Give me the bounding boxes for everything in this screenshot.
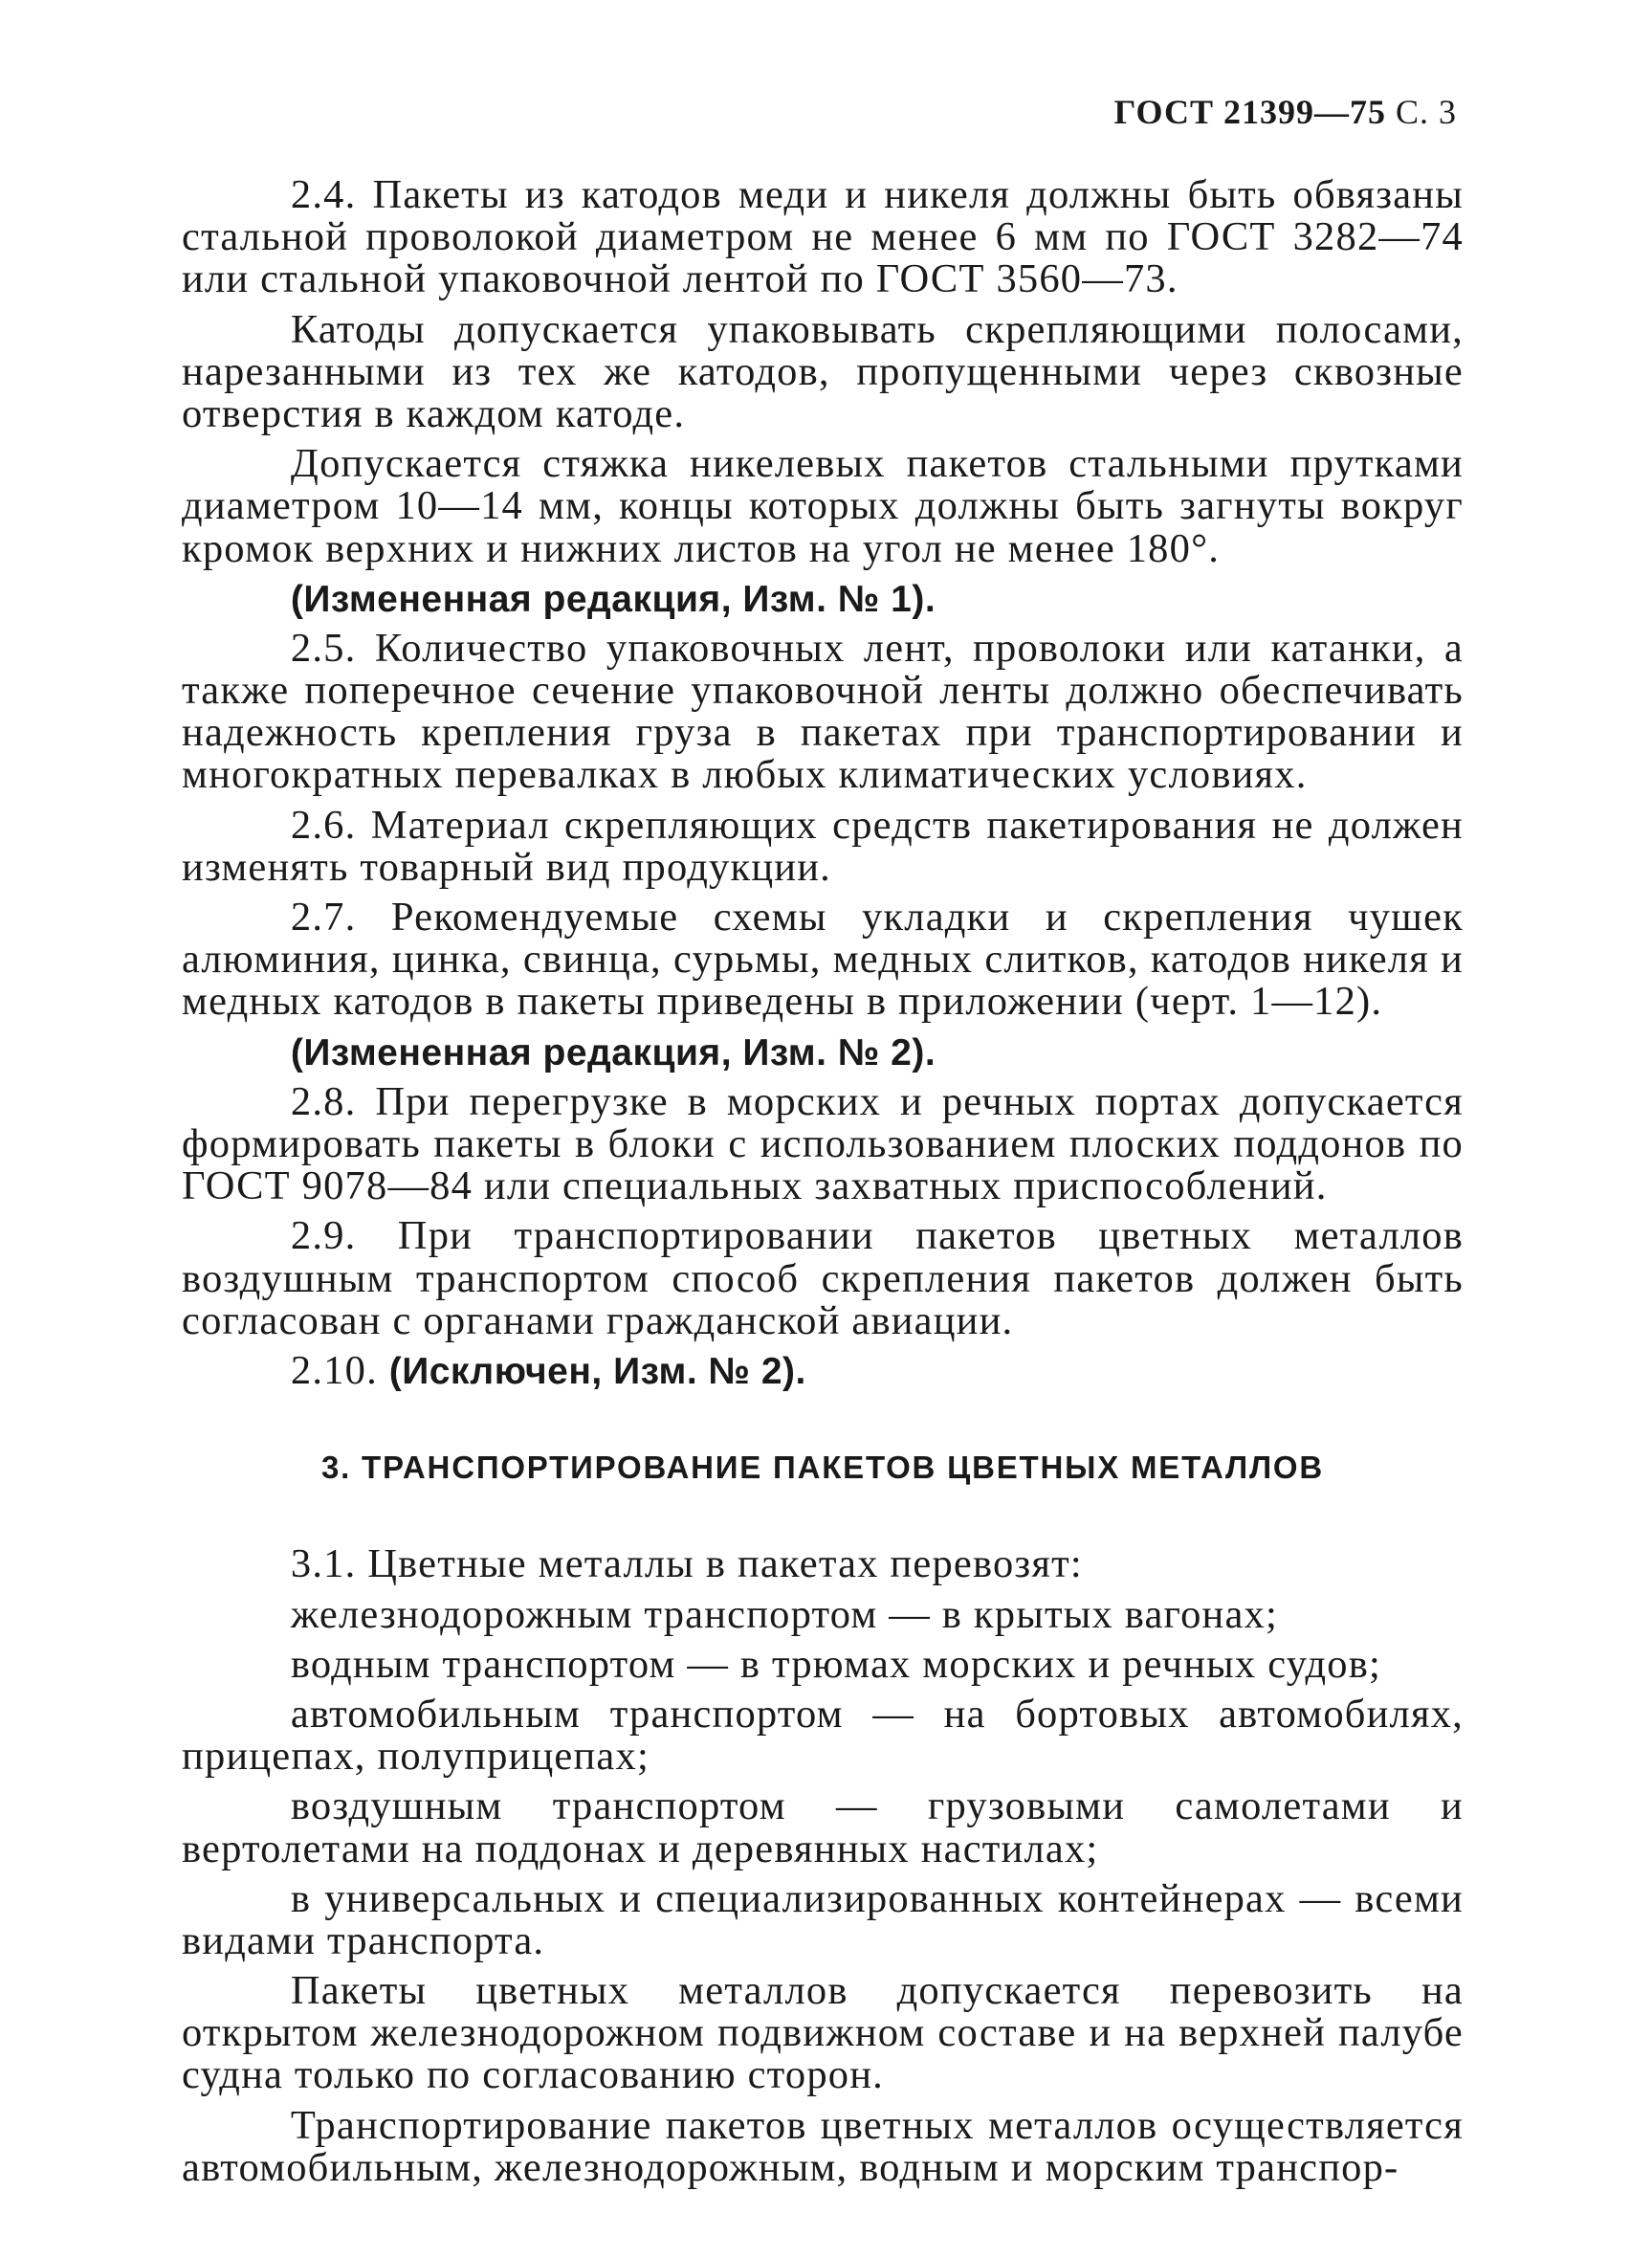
paragraph-2-5: 2.5. Количество упаковочных лент, проволоки или катанки, а также поперечное сечение упаковочной ленты должно обеспечивать надежность крепления груза в пакетах при транспортировании и многократных перевалках в любых климатических условиях. bbox=[182, 625, 1464, 798]
paragraph-3-1: 3.1. Цветные металлы в пакетах перевозят: bbox=[290, 1541, 1083, 1587]
paragraph-transport-modes: Транспортирование пакетов цветных металлов осуществляется автомобильным, железнодорожным, водным и морским транспор- bbox=[182, 2102, 1464, 2190]
amendment-note-1 bbox=[182, 578, 1464, 620]
paragraph-2-9: 2.9. При транспортировании пакетов цветных металлов воздушным транспортом способ скрепления пакетов должен быть согласован с органами гражданской авиации. bbox=[182, 1213, 1464, 1343]
paragraph-2-4: 2.4. Пакеты из катодов меди и никеля должны быть обвязаны стальной проволокой диаметром не менее 6 мм по ГОСТ 3282—74 или стальной упаковочной лентой по ГОСТ 3560—73. bbox=[182, 172, 1464, 302]
paragraph-2-4-cathodes: Катоды допускается упаковывать скрепляющими полосами, нарезанными из тех же катодов, пропущенными через сквозные отверстия в каждом катоде. bbox=[182, 306, 1464, 436]
paragraph-2-7: 2.7. Рекомендуемые схемы укладки и скрепления чушек алюминия, цинка, свинца, сурьмы, медных слитков, катодов никеля и медных катодов в пакеты приведены в приложении (черт. 1—12). bbox=[182, 895, 1464, 1025]
paragraph-2-10 bbox=[182, 1347, 1464, 1393]
transport-item-water: водным транспортом — в трюмах морских и речных судов; bbox=[290, 1641, 1382, 1687]
paragraph-2-4-tie: Допускается стяжка никелевых пакетов стальными прутками диаметром 10—14 мм, концы которых должны быть загнуты вокруг кромок верхних и нижних листов на угол не менее 180°. bbox=[182, 441, 1464, 571]
paragraph-2-10-number: 2.10. bbox=[290, 1347, 378, 1393]
transport-item-container: в универсальных и специализированных контейнерах — всеми видами транспорта. bbox=[182, 1875, 1464, 1963]
standard-number: ГОСТ 21399—75 bbox=[1113, 93, 1386, 131]
paragraph-2-6: 2.6. Материал скрепляющих средств пакетирования не должен изменять товарный вид продукции. bbox=[182, 802, 1464, 890]
page-number: С. 3 bbox=[1395, 93, 1457, 131]
transport-item-auto: автомобильным транспортом — на бортовых автомобилях, прицепах, полуприцепах; bbox=[182, 1691, 1464, 1780]
paragraph-2-8: 2.8. При перегрузке в морских и речных портах допускается формировать пакеты в блоки с использованием плоских поддонов по ГОСТ 9078—84 или специальных захватных приспособлений. bbox=[182, 1078, 1464, 1209]
paragraph-open-transport: Пакеты цветных металлов допускается перевозить на открытом железнодорожном подвижном составе и на верхней палубе судна только по согласованию сторон. bbox=[182, 1968, 1464, 2098]
page-header bbox=[1114, 92, 1457, 132]
amendment-1-text: (Измененная редакция, Изм. № 1). bbox=[290, 578, 936, 620]
transport-item-rail: железнодорожным транспортом — в крытых вагонах; bbox=[290, 1591, 1279, 1637]
amendment-2-text: (Измененная редакция, Изм. № 2). bbox=[290, 1031, 936, 1074]
paragraph-2-10-excluded: (Исключен, Изм. № 2). bbox=[388, 1350, 806, 1392]
amendment-note-2 bbox=[182, 1031, 1464, 1074]
document-body bbox=[182, 174, 1464, 2197]
transport-item-air: воздушным транспортом — грузовыми самолетами и вертолетами на поддонах и деревянных настилах; bbox=[182, 1783, 1464, 1871]
section-3-title: 3. ТРАНСПОРТИРОВАНИЕ ПАКЕТОВ ЦВЕТНЫХ МЕТАЛЛОВ bbox=[320, 1450, 1325, 1486]
